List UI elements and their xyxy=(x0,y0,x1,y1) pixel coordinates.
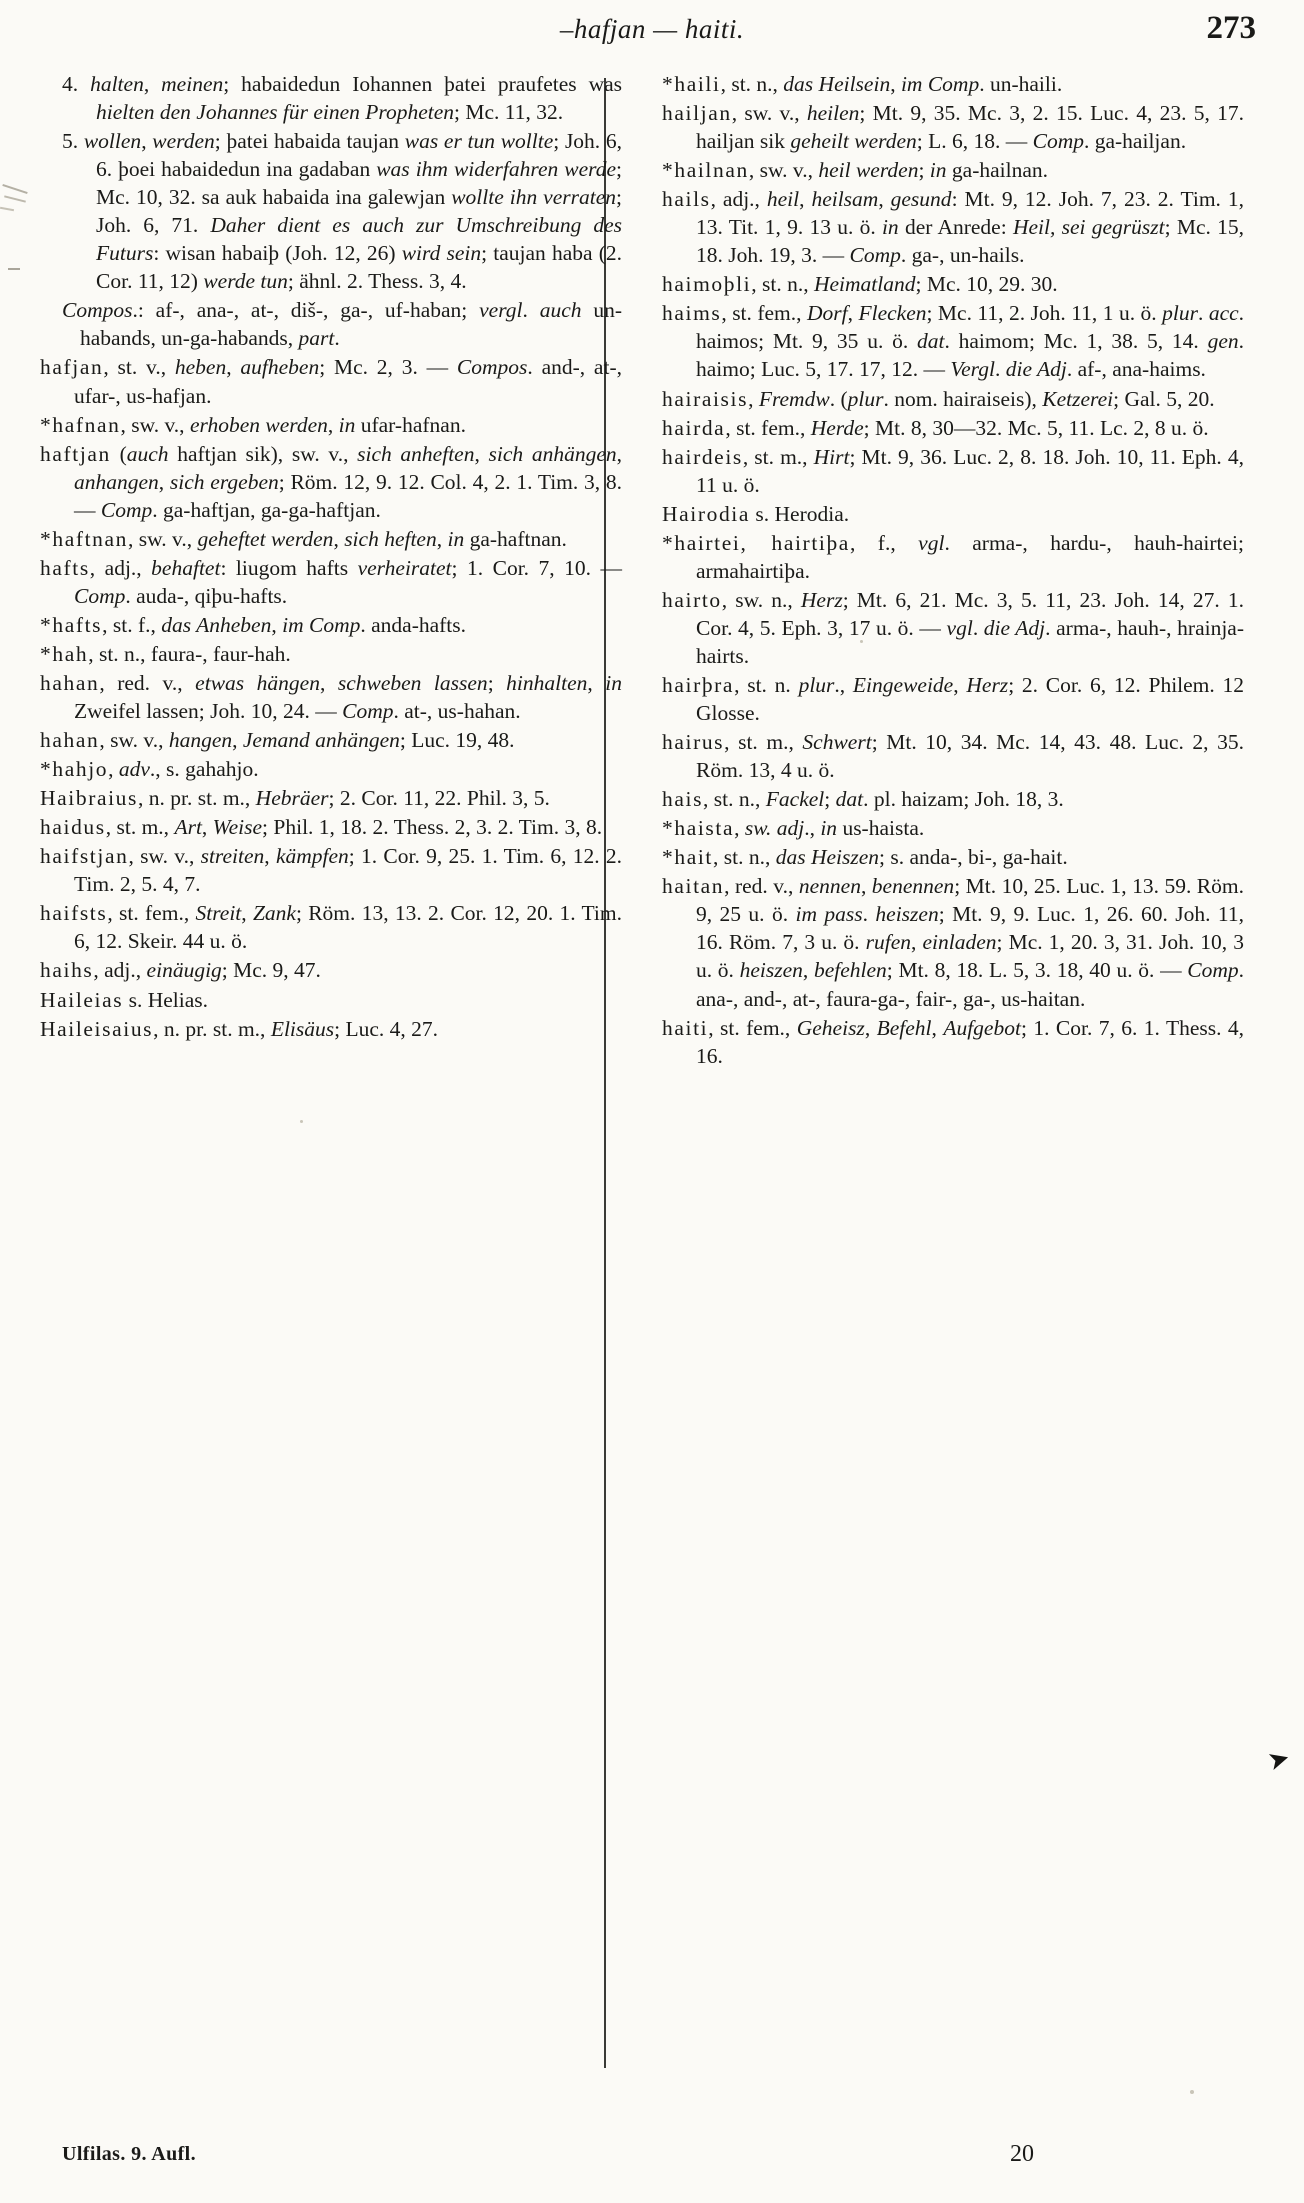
dictionary-entry: *hailnan, sw. v., heil werden; in ga-hailnan. xyxy=(662,158,1049,183)
dictionary-entry: haidus, st. m., Art, Weise; Phil. 1, 18. 2. Thess. 2, 3. 2. Tim. 3, 8. xyxy=(40,815,603,840)
dictionary-entry: *hahjo, adv., s. gahahjo. xyxy=(40,757,259,782)
dictionary-entry: hafjan, st. v., heben, aufheben; Mc. 2, 3. — Compos. and-, at-, ufar-, us-hafjan. xyxy=(40,355,622,408)
dictionary-entry: haifstjan, sw. v., streiten, kämpfen; 1. Cor. 9, 25. 1. Tim. 6, 12. 2. Tim. 2, 5. 4, 7. xyxy=(40,844,622,897)
dictionary-entry: hahan, sw. v., hangen, Jemand anhängen; Luc. 19, 48. xyxy=(40,728,515,753)
dictionary-entry: 5. wollen, werden; þatei habaida taujan was er tun wollte; Joh. 6, 6. þoei habaidedun ina gadaban was ihm widerfahren werde; Mc. 10, 32. sa auk habaida ina galewjan wollte ihn verraten; Joh. 6, 71. Daher dient es auch zur Umschreibung des Futurs: wisan habaiþ (Joh. 12, 26) wird sein; taujan haba (2. Cor. 11, 12) werde tun; ähnl. 2. Thess. 3, 4. xyxy=(62,129,623,294)
dictionary-entry: *haili, st. n., das Heilsein, im Comp. un-haili. xyxy=(662,72,1063,96)
dictionary-entry: *hait, st. n., das Heiszen; s. anda-, bi-, ga-hait. xyxy=(662,845,1068,870)
dictionary-entry: *haista, sw. adj., in us-haista. xyxy=(662,816,925,841)
dictionary-entry: *haftnan, sw. v., geheftet werden, sich heften, in ga-haftnan. xyxy=(40,526,567,551)
page-number: 273 xyxy=(1206,10,1256,46)
dictionary-entry: hairus, st. m., Schwert; Mt. 10, 34. Mc. 14, 43. 48. Luc. 2, 35. Röm. 13, 4 u. ö. xyxy=(662,730,1244,783)
dictionary-entry: hairto, sw. n., Herz; Mt. 6, 21. Mc. 3, 5. 11, 23. Joh. 14, 27. 1. Cor. 4, 5. Eph. 3, 17 u. ö. — vgl. die Adj. arma-, hauh-, hrainja-hairts. xyxy=(662,587,1245,668)
text-columns xyxy=(40,70,1270,1071)
dictionary-entry: hais, st. n., Fackel; dat. pl. haizam; Joh. 18, 3. xyxy=(662,787,1064,812)
dictionary-entry: 4. halten, meinen; habaidedun Iohannen þatei praufetes was hielten den Johannes für einen Propheten; Mc. 11, 32. xyxy=(62,72,623,125)
dictionary-entry: haftjan (auch haftjan sik), sw. v., sich anheften, sich anhängen, anhangen, sich ergeben; Röm. 12, 9. 12. Col. 4, 2. 1. Tim. 3, 8. — Comp. ga-haftjan, ga-ga-haftjan. xyxy=(40,441,623,522)
page-edge-marks xyxy=(0,182,40,242)
dictionary-entry: haihs, adj., einäugig; Mc. 9, 47. xyxy=(40,958,321,983)
dictionary-entry: hahan, red. v., etwas hängen, schweben lassen; hinhalten, in Zweifel lassen; Joh. 10, 24. — Comp. at-, us-hahan. xyxy=(40,670,623,724)
dictionary-entry: Haileias s. Helias. xyxy=(40,987,209,1012)
dictionary-entry: Compos.: af-, ana-, at-, diš-, ga-, uf-haban; vergl. auch un-habands, un-ga-habands, part. xyxy=(62,298,622,351)
dictionary-entry: haims, st. fem., Dorf, Flecken; Mc. 11, 2. Joh. 11, 1 u. ö. plur. acc. haimos; Mt. 9, 35 u. ö. dat. haimom; Mc. 1, 38. 5, 14. gen. haimo; Luc. 5, 17. 17, 12. — Vergl. die Adj. af-, ana-haims. xyxy=(662,301,1245,382)
dictionary-entry: Haileisaius, n. pr. st. m., Elisäus; Luc. 4, 27. xyxy=(40,1016,439,1041)
dictionary-entry: hails, adj., heil, heilsam, gesund: Mt. 9, 12. Joh. 7, 23. 2. Tim. 1, 13. Tit. 1, 9. 13 u. ö. in der Anrede: Heil, sei gegrüszt; Mc. 15, 18. Joh. 19, 3. — Comp. ga-, un-hails. xyxy=(662,187,1244,268)
margin-tick-mark xyxy=(8,268,20,270)
dictionary-entry: hailjan, sw. v., heilen; Mt. 9, 35. Mc. 3, 2. 15. Luc. 4, 23. 5, 17. hailjan sik geheilt werden; L. 6, 18. — Comp. ga-hailjan. xyxy=(662,101,1244,154)
column-left xyxy=(40,70,636,1071)
sheet-number: 20 xyxy=(1010,2141,1034,2167)
marginal-pen-mark: ➤ xyxy=(1264,1742,1294,1777)
dictionary-entry: *hafnan, sw. v., erhoben werden, in ufar-hafnan. xyxy=(40,412,466,437)
dictionary-entry: haitan, red. v., nennen, benennen; Mt. 10, 25. Luc. 1, 13. 59. Röm. 9, 25 u. ö. im pass. heiszen; Mt. 9, 9. Luc. 1, 26. 60. Joh. 11, 16. Röm. 7, 3 u. ö. rufen, einladen; Mc. 1, 20. 3, 31. Joh. 10, 3 u. ö. heiszen, befehlen; Mt. 8, 18. L. 5, 3. 18, 40 u. ö. — Comp. ana-, and-, at-, faura-ga-, fair-, ga-, us-haitan. xyxy=(662,874,1245,1011)
running-head xyxy=(0,10,1304,62)
dictionary-entry: haifsts, st. fem., Streit, Zank; Röm. 13, 13. 2. Cor. 12, 20. 1. Tim. 6, 12. Skeir. 44 u. ö. xyxy=(40,901,622,954)
dictionary-entry: hairaisis, Fremdw. (plur. nom. hairaiseis), Ketzerei; Gal. 5, 20. xyxy=(662,386,1215,411)
running-head-title: –hafjan — haiti. xyxy=(559,14,745,44)
signature-mark: Ulfilas. 9. Aufl. xyxy=(62,2143,197,2165)
dictionary-entry: hairþra, st. n. plur., Eingeweide, Herz; 2. Cor. 6, 12. Philem. 12 Glosse. xyxy=(662,672,1245,726)
dictionary-entry: haimoþli, st. n., Heimatland; Mc. 10, 29. 30. xyxy=(662,272,1058,297)
column-right xyxy=(636,70,1258,1071)
dictionary-entry: hairdeis, st. m., Hirt; Mt. 9, 36. Luc. 2, 8. 18. Joh. 10, 11. Eph. 4, 11 u. ö. xyxy=(662,444,1244,497)
dictionary-entry: Hairodia s. Herodia. xyxy=(662,501,850,526)
dictionary-entry: *hafts, st. f., das Anheben, im Comp. anda-hafts. xyxy=(40,612,467,637)
dictionary-entry: *hairtei, hairtiþa, f., vgl. arma-, hardu-, hauh-hairtei; armahairtiþa. xyxy=(662,530,1244,583)
dictionary-entry: hairda, st. fem., Herde; Mt. 8, 30—32. Mc. 5, 11. Lc. 2, 8 u. ö. xyxy=(662,415,1209,440)
page-footer xyxy=(0,2143,1304,2177)
dictionary-entry: Haibraius, n. pr. st. m., Hebräer; 2. Cor. 11, 22. Phil. 3, 5. xyxy=(40,786,550,811)
dictionary-entry: haiti, st. fem., Geheisz, Befehl, Aufgebot; 1. Cor. 7, 6. 1. Thess. 4, 16. xyxy=(662,1015,1245,1068)
dictionary-entry: hafts, adj., behaftet: liugom hafts verheiratet; 1. Cor. 7, 10. — Comp. auda-, qiþu-hafts. xyxy=(40,555,622,608)
dictionary-entry: *hah, st. n., faura-, faur-hah. xyxy=(40,641,291,666)
